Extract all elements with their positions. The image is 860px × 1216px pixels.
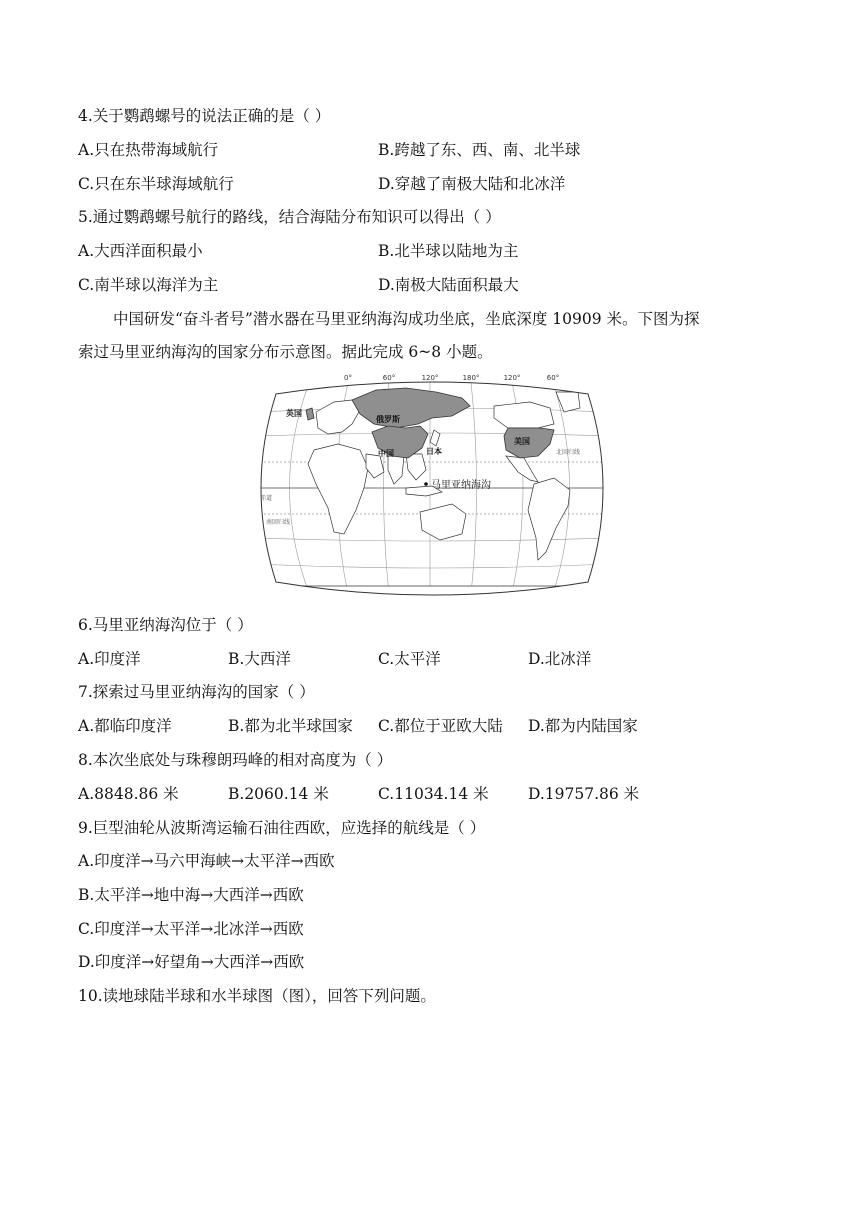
label-uk: 英国 [286, 409, 302, 418]
lon-label-1: 60° [382, 374, 396, 382]
label-china: 中国 [378, 449, 394, 458]
question-6-option-a: A.印度洋 [78, 650, 141, 668]
question-4-option-b: B.跨越了东、西、南、北半球 [378, 141, 581, 159]
question-7-option-d: D.都为内陆国家 [528, 717, 638, 735]
question-9-option-c: C.印度洋→太平洋→北冰洋→西欧 [78, 920, 304, 938]
label-south-tropic: 南回归线 [266, 519, 291, 526]
question-5-stem: 5.通过鹦鹉螺号航行的路线，结合海陆分布知识可以得出（ ） [78, 208, 501, 226]
question-4-option-a: A.只在热带海域航行 [78, 141, 219, 159]
question-9-option-b: B.太平洋→地中海→大西洋→西欧 [78, 886, 304, 904]
question-4-option-d: D.穿越了南极大陆和北冰洋 [378, 175, 566, 193]
question-6-stem: 6.马里亚纳海沟位于（ ） [78, 616, 253, 634]
passage-line-2: 索过马里亚纳海沟的国家分布示意图。据此完成 6~8 小题。 [78, 343, 493, 361]
question-7-stem: 7.探索过马里亚纳海沟的国家（ ） [78, 683, 315, 701]
question-7-option-b: B.都为北半球国家 [228, 717, 353, 735]
question-9-stem: 9.巨型油轮从波斯湾运输石油往西欧，应选择的航线是（ ） [78, 819, 486, 837]
question-7-option-a: A.都临印度洋 [78, 717, 172, 735]
question-10-stem: 10.读地球陆半球和水半球图（图），回答下列问题。 [78, 987, 436, 1005]
question-6-option-d: D.北冰洋 [528, 650, 592, 668]
lon-label-0: 0° [344, 374, 352, 382]
lon-label-4: 120° [503, 374, 521, 382]
passage-line-1: 中国研发“奋斗者号”潜水器在马里亚纳海沟成功坐底，坐底深度 10909 米。下图为探 [113, 310, 700, 328]
question-8-option-a: A.8848.86 米 [78, 785, 179, 803]
question-5-option-a: A.大西洋面积最小 [78, 242, 203, 260]
lon-label-3: 180° [462, 374, 480, 382]
question-5-option-d: D.南极大陆面积最大 [378, 276, 519, 294]
trench-marker [424, 482, 428, 486]
question-8-option-b: B.2060.14 米 [228, 785, 329, 803]
question-5-option-b: B.北半球以陆地为主 [378, 242, 519, 260]
lon-label-5: 60° [546, 374, 560, 382]
question-6-option-b: B.大西洋 [228, 650, 291, 668]
label-equator: 赤道 [260, 495, 273, 502]
label-trench: 马里亚纳海沟 [431, 480, 491, 491]
question-9-option-a: A.印度洋→马六甲海峡→太平洋→西欧 [78, 852, 335, 870]
world-map-figure [256, 372, 608, 604]
question-8-option-c: C.11034.14 米 [378, 785, 489, 803]
question-8-option-d: D.19757.86 米 [528, 785, 640, 803]
label-japan: 日本 [426, 447, 442, 456]
question-7-option-c: C.都位于亚欧大陆 [378, 717, 503, 735]
lon-label-2: 120° [421, 374, 439, 382]
question-4-option-c: C.只在东半球海域航行 [78, 175, 234, 193]
question-4-stem: 4.关于鹦鹉螺号的说法正确的是（ ） [78, 107, 331, 125]
question-6-option-c: C.太平洋 [378, 650, 441, 668]
question-5-option-c: C.南半球以海洋为主 [78, 276, 219, 294]
question-9-option-d: D.印度洋→好望角→大西洋→西欧 [78, 953, 305, 971]
label-usa: 美国 [514, 437, 530, 446]
question-8-stem: 8.本次坐底处与珠穆朗玛峰的相对高度为（ ） [78, 751, 393, 769]
label-russia: 俄罗斯 [376, 415, 400, 424]
label-north-tropic: 北回归线 [556, 449, 581, 456]
